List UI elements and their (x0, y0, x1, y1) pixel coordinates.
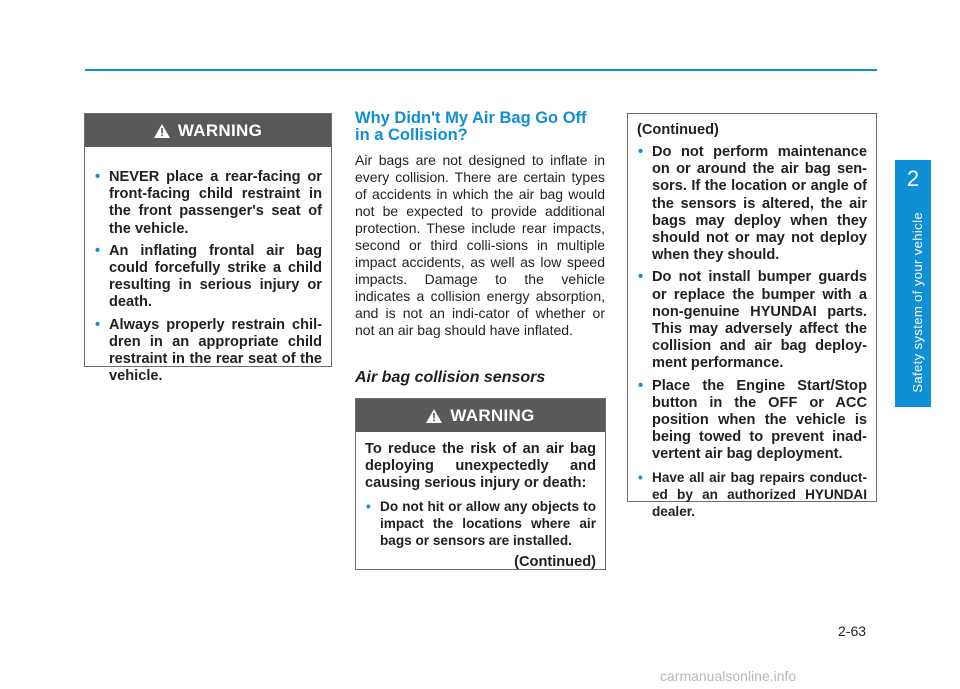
warning-item: • An inflating frontal air bag could forcefully strike a child resulting in serious injury or death. (95, 242, 322, 311)
chapter-title: Safety system of your vehicle (910, 212, 925, 393)
warning-item: • NEVER place a rear-facing or front-facing child restraint in the front passenger's seat of the vehicle. (95, 169, 322, 237)
section-paragraph: Air bags are not designed to inflate in every collision. There are certain types of accidents in which the air bag would not be expected to provide additional protection. These include rear impacts, second or third colli-sions in multiple impact accidents, as well as low speed impacts. Damage to the vehicle indicates a collision energy absorption, and is not an indi-cator of whether or not an air bag should have inflated. (355, 152, 605, 338)
right-continued-box (627, 113, 877, 520)
warning-item: • Do not install bumper guards or replace the bumper with a non-genuine HYUNDAI parts. This may adversely affect the collision and air bag deploy-ment performance. (638, 269, 867, 372)
warning-header (85, 114, 331, 147)
warning-item: • Have all air bag repairs conduct-ed by an authorized HYUNDAI dealer. (638, 469, 867, 520)
warning-item: • Place the Engine Start/Stop button in the OFF or ACC position when the vehicle is being towed to prevent inad-vertent air bag deployment. (638, 377, 867, 463)
top-rule (85, 69, 877, 71)
chapter-side-tab (895, 160, 931, 407)
left-warning-box (84, 113, 332, 385)
continued-label: (Continued) (637, 122, 719, 138)
warning-title: WARNING (177, 120, 263, 140)
warning-item: • Always properly restrain chil-dren in an appropriate child restraint in the rear seat of the vehicle. (95, 316, 322, 385)
middle-warning-box (355, 398, 606, 570)
continued-label: (Continued) (514, 554, 596, 571)
page-number: 2-63 (838, 623, 867, 639)
warning-intro: To reduce the risk of an air bag deploying unexpectedly and causing serious injury or death: (365, 441, 596, 492)
warning-triangle-icon (426, 409, 442, 423)
warning-title: WARNING (450, 405, 535, 425)
watermark: carmanualsonline.info (660, 668, 797, 684)
subsection-heading: Air bag collision sensors (355, 369, 546, 386)
chapter-number: 2 (906, 166, 920, 191)
warning-item: • Do not perform maintenance on or around the air bag sen-sors. If the location or angle of the sensors is altered, the air bags may deploy when they should not or may not deploy when they should. (638, 144, 867, 264)
warning-item: • Do not hit or allow any objects to impact the locations where air bags or sensors are installed. (366, 498, 596, 549)
section-heading: Why Didn't My Air Bag Go Off in a Collision? (355, 109, 587, 144)
warning-header (356, 399, 605, 432)
warning-triangle-icon (154, 124, 170, 138)
